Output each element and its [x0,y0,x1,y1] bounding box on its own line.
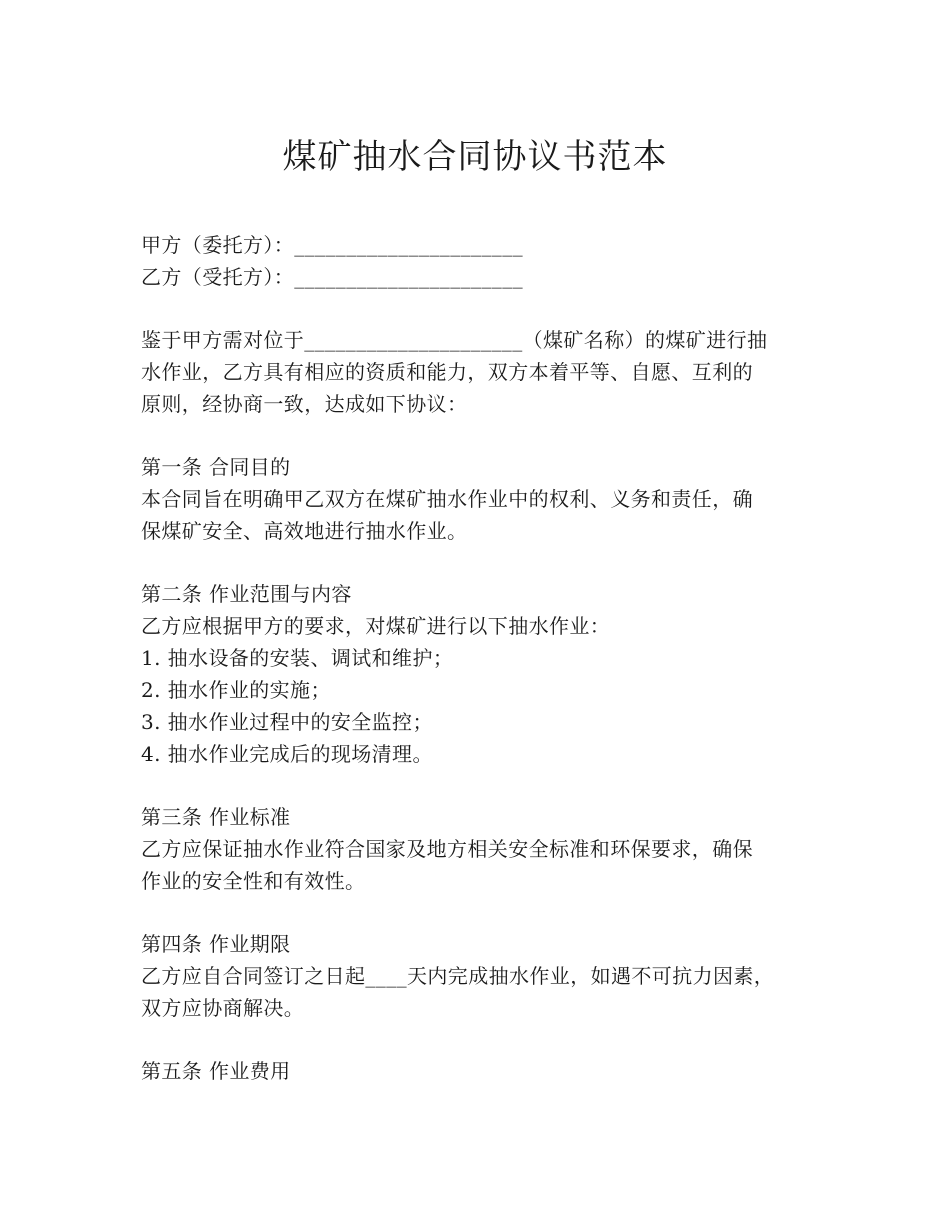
article-2-list-item: 4. 抽水作业完成后的现场清理。 [141,742,433,766]
article-3-heading: 第三条 作业标准 [141,805,291,829]
article-2-list-item: 2. 抽水作业的实施； [141,678,331,702]
preamble-line: 鉴于甲方需对位于_____________________（煤矿名称）的煤矿进行抽 [141,328,768,352]
document-title: 煤矿抽水合同协议书范本 [282,137,668,177]
preamble-line: 水作业，乙方具有相应的资质和能力，双方本着平等、自愿、互利的 [141,360,753,384]
document-body [141,229,841,1087]
article-1-text: 保煤矿安全、高效地进行抽水作业。 [141,519,468,543]
article-5-heading: 第五条 作业费用 [141,1059,291,1083]
article-2-list-item: 3. 抽水作业过程中的安全监控； [141,710,433,734]
article-3-text: 作业的安全性和有效性。 [141,869,366,893]
article-3-text: 乙方应保证抽水作业符合国家及地方相关安全标准和环保要求，确保 [141,837,753,861]
preamble-line: 原则，经协商一致，达成如下协议： [141,392,468,416]
article-1-heading: 第一条 合同目的 [141,455,291,479]
article-4-text: 双方应协商解决。 [141,996,305,1020]
party-b-line: 乙方（受托方）：______________________ [141,265,523,289]
article-4-heading: 第四条 作业期限 [141,932,291,956]
party-a-line: 甲方（委托方）：______________________ [141,233,523,257]
article-1-text: 本合同旨在明确甲乙双方在煤矿抽水作业中的权利、义务和责任，确 [141,487,753,511]
article-2-heading: 第二条 作业范围与内容 [141,582,352,606]
article-2-list-item: 1. 抽水设备的安装、调试和维护； [141,646,454,670]
article-2-text: 乙方应根据甲方的要求，对煤矿进行以下抽水作业： [141,614,611,638]
article-4-text: 乙方应自合同签订之日起____天内完成抽水作业，如遇不可抗力因素， [141,964,775,988]
